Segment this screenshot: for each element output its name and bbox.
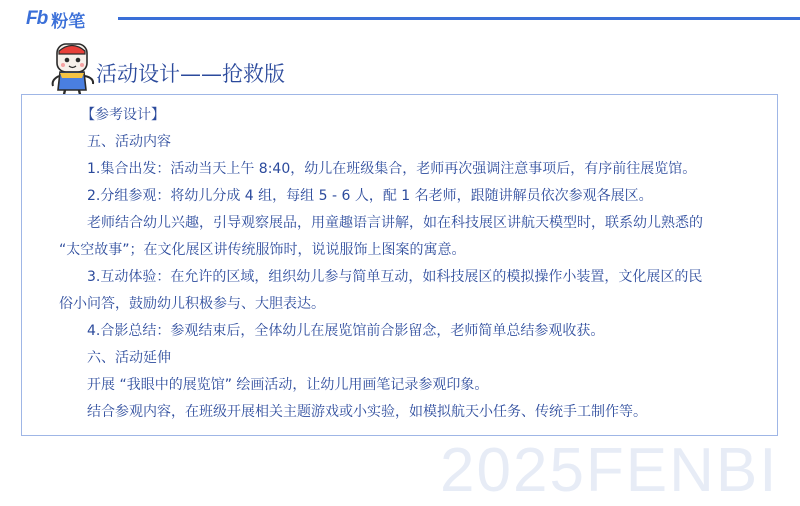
logo-mark: Fb <box>26 8 48 29</box>
content-line: 俗小问答，鼓励幼儿积极参与、大胆表达。 <box>59 296 325 312</box>
content-line: 五、活动内容 <box>87 134 171 150</box>
content-line: 六、活动延伸 <box>87 350 171 366</box>
content-line: 结合参观内容，在班级开展相关主题游戏或小实验，如模拟航天小任务、传统手工制作等。 <box>87 404 647 420</box>
watermark: 2025FENBI <box>440 436 779 505</box>
logo-text: 粉笔 <box>51 11 86 32</box>
content-line: 3.互动体验：在允许的区域，组织幼儿参与简单互动，如科技展区的模拟操作小装置，文化展区的民 <box>87 269 703 285</box>
content-card <box>21 94 779 505</box>
content-line: “太空故事”；在文化展区讲传统服饰时，说说服饰上图案的寓意。 <box>59 242 466 258</box>
content-line: 1.集合出发：活动当天上午 8:40，幼儿在班级集合，老师再次强调注意事项后，有序前往展览馆。 <box>87 161 697 177</box>
slide-title: 活动设计——抢救版 <box>96 62 285 86</box>
content-line: 2.分组参观：将幼儿分成 4 组，每组 5 - 6 人，配 1 名老师，跟随讲解员依次参观各展区。 <box>87 188 653 204</box>
content-line: 老师结合幼儿兴趣，引导观察展品，用童趣语言讲解，如在科技展区讲航天模型时，联系幼儿熟悉的 <box>87 215 703 231</box>
content-line: 开展 “我眼中的展览馆” 绘画活动，让幼儿用画笔记录参观印象。 <box>87 377 489 393</box>
content-lines <box>22 95 779 437</box>
fenbi-logo <box>26 8 85 30</box>
content-line: 【参考设计】 <box>81 107 165 123</box>
mascot-icon <box>48 42 100 102</box>
content-line: 4.合影总结：参观结束后，全体幼儿在展览馆前合影留念，老师简单总结参观收获。 <box>87 323 605 339</box>
header-divider <box>118 17 800 20</box>
